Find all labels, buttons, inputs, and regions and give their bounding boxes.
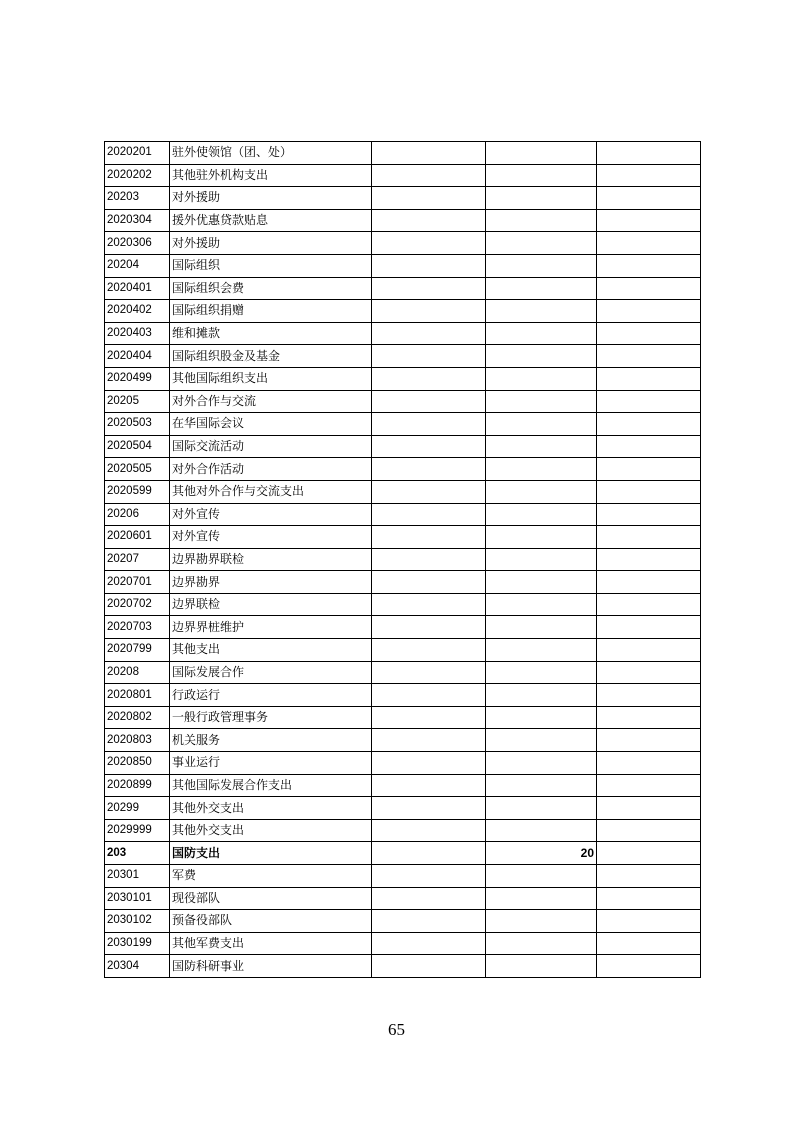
table-row [105,706,701,729]
value-cell-col3 [372,955,486,978]
value-cell-col5 [597,661,701,684]
name-cell: 国防科研事业 [170,955,372,978]
value-cell-col3 [372,752,486,775]
name-cell: 其他外交支出 [170,797,372,820]
page-number: 65 [388,1020,405,1039]
value-cell-col5 [597,209,701,232]
value-cell-col3 [372,232,486,255]
name-cell: 其他国际发展合作支出 [170,774,372,797]
name-cell: 对外宣传 [170,526,372,549]
name-cell: 边界联检 [170,593,372,616]
value-cell-col5 [597,706,701,729]
value-cell-col4 [486,593,597,616]
code-cell: 2020799 [105,639,170,662]
value-cell-col3 [372,526,486,549]
name-cell: 机关服务 [170,729,372,752]
value-cell-col4 [486,774,597,797]
value-cell-col5 [597,187,701,210]
value-cell-col4 [486,367,597,390]
value-cell-col4 [486,503,597,526]
value-cell-col4 [486,797,597,820]
table-row [105,819,701,842]
value-cell-col4 [486,232,597,255]
code-cell: 20206 [105,503,170,526]
code-cell: 2020599 [105,480,170,503]
table-row [105,526,701,549]
name-cell: 对外合作活动 [170,458,372,481]
code-cell: 2020701 [105,571,170,594]
value-cell-col4 [486,548,597,571]
code-cell: 20204 [105,254,170,277]
code-cell: 2020899 [105,774,170,797]
value-cell-col4 [486,571,597,594]
value-cell-col5 [597,142,701,165]
value-cell-col5 [597,300,701,323]
value-cell-col3 [372,571,486,594]
value-cell-col4 [486,322,597,345]
code-cell: 2029999 [105,819,170,842]
value-cell-col4 [486,616,597,639]
value-cell-col4 [486,435,597,458]
code-cell: 20299 [105,797,170,820]
value-cell-col3 [372,345,486,368]
value-cell-col3 [372,322,486,345]
table-row [105,910,701,933]
name-cell: 其他国际组织支出 [170,367,372,390]
value-cell-col5 [597,254,701,277]
name-cell: 对外援助 [170,187,372,210]
name-cell: 援外优惠贷款贴息 [170,209,372,232]
table-row [105,684,701,707]
name-cell: 国际交流活动 [170,435,372,458]
code-cell: 2020850 [105,752,170,775]
table-row [105,797,701,820]
code-cell: 20205 [105,390,170,413]
value-cell-col4 [486,819,597,842]
table-row [105,729,701,752]
name-cell: 维和摊款 [170,322,372,345]
code-cell: 2020703 [105,616,170,639]
value-cell-col3 [372,209,486,232]
value-cell-col3 [372,390,486,413]
value-cell-col5 [597,367,701,390]
code-cell: 2020202 [105,164,170,187]
value-cell-col4 [486,729,597,752]
value-cell-col5 [597,887,701,910]
value-cell-col4 [486,300,597,323]
value-cell-col3 [372,300,486,323]
code-cell: 2020304 [105,209,170,232]
name-cell: 国际组织会费 [170,277,372,300]
table-row [105,865,701,888]
table-row [105,435,701,458]
table-row [105,752,701,775]
code-cell: 2020404 [105,345,170,368]
code-cell: 2020702 [105,593,170,616]
name-cell: 边界勘界 [170,571,372,594]
table-row [105,458,701,481]
table-row [105,480,701,503]
value-cell-col5 [597,932,701,955]
value-cell-col4 [486,684,597,707]
value-cell-col5 [597,164,701,187]
name-cell: 边界界桩维护 [170,616,372,639]
value-cell-col5 [597,277,701,300]
name-cell: 其他支出 [170,639,372,662]
value-cell-col5 [597,684,701,707]
code-cell: 2020601 [105,526,170,549]
code-cell: 20208 [105,661,170,684]
table-row [105,548,701,571]
value-cell-col5 [597,639,701,662]
table-row [105,300,701,323]
value-cell-col4 [486,955,597,978]
code-cell: 2020802 [105,706,170,729]
table-row [105,661,701,684]
value-cell-col4 [486,865,597,888]
value-cell-col3 [372,887,486,910]
value-cell-col4 [486,142,597,165]
budget-table [104,141,701,978]
table-row [105,955,701,978]
value-cell-col3 [372,254,486,277]
table-row [105,367,701,390]
value-cell-col3 [372,187,486,210]
code-cell: 2030102 [105,910,170,933]
value-cell-col4 [486,390,597,413]
value-cell-col4 [486,661,597,684]
value-cell-col5 [597,571,701,594]
value-cell-col4 [486,187,597,210]
value-cell-col3 [372,164,486,187]
table-row [105,254,701,277]
name-cell: 其他驻外机构支出 [170,164,372,187]
name-cell: 一般行政管理事务 [170,706,372,729]
code-cell: 2020306 [105,232,170,255]
value-cell-col5 [597,797,701,820]
value-cell-col5 [597,548,701,571]
value-cell-col3 [372,616,486,639]
name-cell: 驻外使领馆（团、处） [170,142,372,165]
name-cell: 国际组织股金及基金 [170,345,372,368]
value-cell-col4 [486,752,597,775]
value-cell-col5 [597,774,701,797]
code-cell: 2020201 [105,142,170,165]
value-cell-col3 [372,435,486,458]
code-cell: 2020402 [105,300,170,323]
table-row [105,345,701,368]
table-body [105,142,701,978]
value-cell-col3 [372,661,486,684]
value-cell-col3 [372,142,486,165]
value-cell-col5 [597,390,701,413]
value-cell-col4 [486,277,597,300]
value-cell-col4 [486,164,597,187]
value-cell-col5 [597,458,701,481]
value-cell-col3 [372,458,486,481]
name-cell: 国防支出 [170,842,372,865]
value-cell-col3 [372,639,486,662]
table-row [105,187,701,210]
name-cell: 国际组织 [170,254,372,277]
value-cell-col4 [486,526,597,549]
value-cell-col5 [597,526,701,549]
code-cell: 2020504 [105,435,170,458]
value-cell-col3 [372,819,486,842]
value-cell-col4 [486,480,597,503]
table-row [105,932,701,955]
value-cell-col3 [372,910,486,933]
value-cell-col5 [597,865,701,888]
table-row [105,616,701,639]
table-row [105,164,701,187]
table-row [105,593,701,616]
code-cell: 2020505 [105,458,170,481]
name-cell: 其他外交支出 [170,819,372,842]
code-cell: 2020499 [105,367,170,390]
value-cell-col4 [486,413,597,436]
code-cell: 20301 [105,865,170,888]
value-cell-col5 [597,593,701,616]
value-cell-col3 [372,548,486,571]
name-cell: 边界勘界联检 [170,548,372,571]
name-cell: 对外合作与交流 [170,390,372,413]
code-cell: 2030199 [105,932,170,955]
name-cell: 其他对外合作与交流支出 [170,480,372,503]
code-cell: 20207 [105,548,170,571]
value-cell-col5 [597,503,701,526]
table-row [105,413,701,436]
table-row [105,232,701,255]
name-cell: 预备役部队 [170,910,372,933]
name-cell: 在华国际会议 [170,413,372,436]
table-row [105,887,701,910]
value-cell-col5 [597,955,701,978]
name-cell: 现役部队 [170,887,372,910]
value-cell-col3 [372,503,486,526]
value-cell-col5 [597,616,701,639]
value-cell-col3 [372,706,486,729]
table-row [105,277,701,300]
value-cell-col3 [372,842,486,865]
name-cell: 军费 [170,865,372,888]
value-cell-col3 [372,413,486,436]
table-row [105,503,701,526]
value-cell-col4 [486,910,597,933]
value-cell-col3 [372,593,486,616]
value-cell-col4 [486,639,597,662]
code-cell: 2020403 [105,322,170,345]
value-cell-col3 [372,480,486,503]
table-row [105,639,701,662]
name-cell: 行政运行 [170,684,372,707]
code-cell: 2020503 [105,413,170,436]
code-cell: 2030101 [105,887,170,910]
code-cell: 20203 [105,187,170,210]
value-cell-col5 [597,322,701,345]
value-cell-col5 [597,345,701,368]
name-cell: 国际发展合作 [170,661,372,684]
value-cell-col4 [486,458,597,481]
value-cell-col5 [597,842,701,865]
value-cell-col3 [372,729,486,752]
value-cell-col5 [597,910,701,933]
code-cell: 2020803 [105,729,170,752]
code-cell: 2020401 [105,277,170,300]
name-cell: 其他军费支出 [170,932,372,955]
name-cell: 对外宣传 [170,503,372,526]
value-cell-col5 [597,819,701,842]
name-cell: 对外援助 [170,232,372,255]
value-cell-col3 [372,865,486,888]
value-cell-col4 [486,887,597,910]
value-cell-col3 [372,797,486,820]
table-row [105,571,701,594]
value-cell-col3 [372,932,486,955]
value-cell-col5 [597,480,701,503]
value-cell-col4 [486,254,597,277]
table-row [105,842,701,865]
value-cell-col4 [486,706,597,729]
code-cell: 203 [105,842,170,865]
value-cell-col3 [372,774,486,797]
value-cell-col5 [597,729,701,752]
value-cell-col4 [486,932,597,955]
value-cell-col5 [597,435,701,458]
code-cell: 20304 [105,955,170,978]
value-cell-col5 [597,413,701,436]
value-cell-col4 [486,345,597,368]
value-cell-col4 [486,209,597,232]
value-cell-col3 [372,684,486,707]
table-row [105,209,701,232]
value-cell-col3 [372,367,486,390]
value-cell-col4: 20 [486,842,597,865]
table-row [105,142,701,165]
value-cell-col5 [597,752,701,775]
value-cell-col5 [597,232,701,255]
table-row [105,390,701,413]
table-row [105,322,701,345]
table-row [105,774,701,797]
name-cell: 事业运行 [170,752,372,775]
value-cell-col3 [372,277,486,300]
name-cell: 国际组织捐赠 [170,300,372,323]
code-cell: 2020801 [105,684,170,707]
